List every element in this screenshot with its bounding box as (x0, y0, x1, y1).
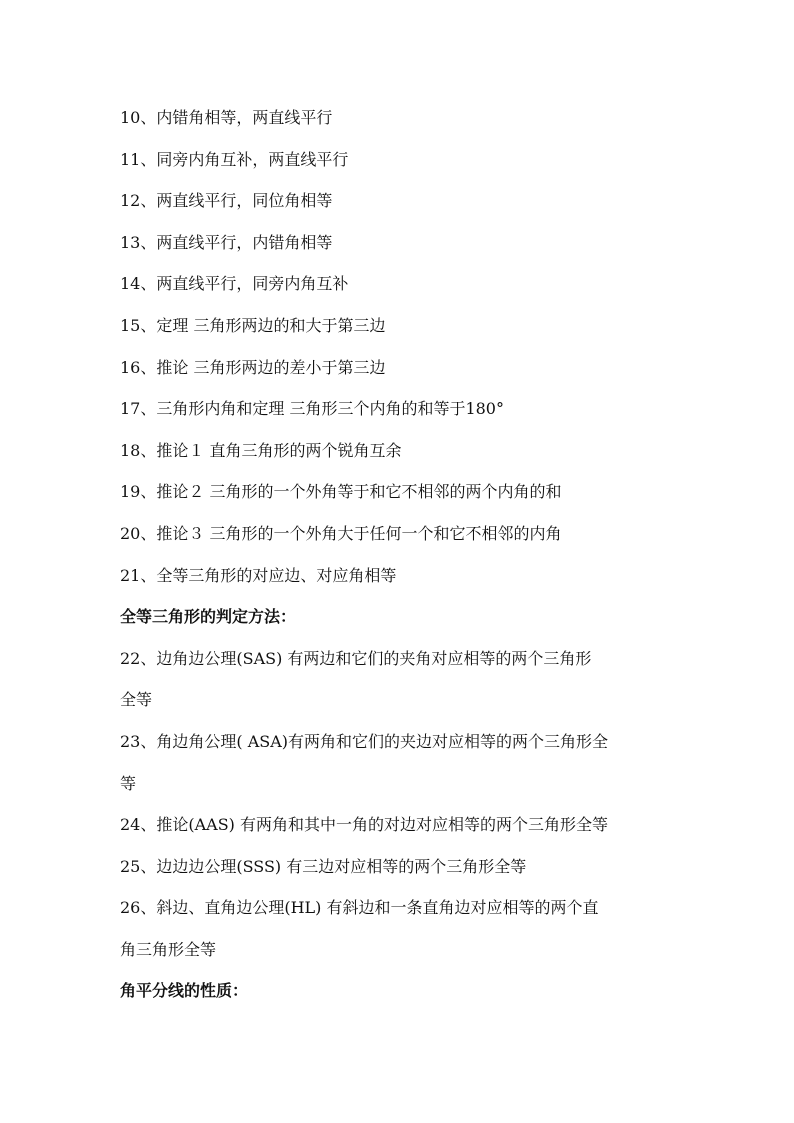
theorem-line: 26、斜边、直角边公理(HL) 有斜边和一条直角边对应相等的两个直 (120, 898, 599, 918)
theorem-line: 25、边边边公理(SSS) 有三边对应相等的两个三角形全等 (120, 856, 527, 876)
theorem-line: 16、推论 三角形两边的差小于第三边 (120, 357, 386, 377)
theorem-line: 23、角边角公理( ASA)有两角和它们的夹边对应相等的两个三角形全 (120, 731, 609, 751)
document-body (120, 97, 700, 1012)
theorem-line: 18、推论１ 直角三角形的两个锐角互余 (120, 440, 402, 460)
theorem-line: 15、定理 三角形两边的和大于第三边 (120, 315, 386, 335)
theorem-line: 19、推论２ 三角形的一个外角等于和它不相邻的两个内角的和 (120, 482, 562, 502)
theorem-line: 21、全等三角形的对应边、对应角相等 (120, 565, 397, 585)
theorem-line: 11、同旁内角互补，两直线平行 (120, 149, 349, 169)
theorem-line: 等 (120, 773, 137, 793)
theorem-line: 10、内错角相等，两直线平行 (120, 108, 333, 127)
theorem-line: 20、推论３ 三角形的一个外角大于任何一个和它不相邻的内角 (120, 523, 562, 543)
theorem-line: 24、推论(AAS) 有两角和其中一角的对边对应相等的两个三角形全等 (120, 815, 609, 835)
theorem-line: 角三角形全等 (120, 939, 217, 959)
theorem-line: 22、边角边公理(SAS) 有两边和它们的夹角对应相等的两个三角形 (120, 648, 592, 668)
section-heading: 角平分线的性质： (120, 981, 249, 1001)
theorem-line: 全等 (120, 690, 153, 710)
theorem-line: 14、两直线平行，同旁内角互补 (120, 274, 349, 294)
theorem-line: 13、两直线平行，内错角相等 (120, 232, 333, 252)
theorem-line: 12、两直线平行，同位角相等 (120, 191, 333, 211)
theorem-line: 17、三角形内角和定理 三角形三个内角的和等于180° (120, 399, 504, 419)
section-heading: 全等三角形的判定方法： (120, 607, 297, 627)
